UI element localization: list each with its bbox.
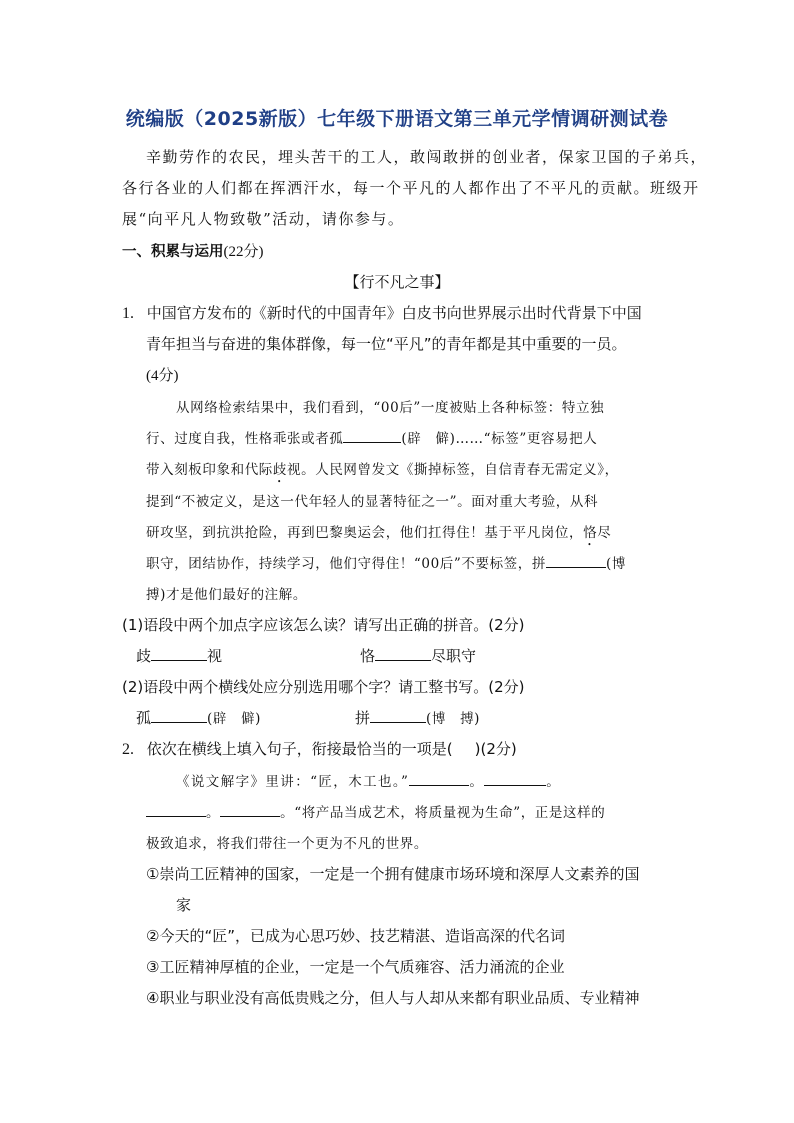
q1-line-1 bbox=[122, 302, 642, 323]
sub1-b-rest: 尽职守 bbox=[431, 647, 477, 665]
sub2-a-char: 孤 bbox=[136, 709, 152, 727]
char-blank-pin[interactable] bbox=[370, 709, 426, 723]
q1-sub2-answer-b bbox=[355, 707, 480, 728]
q2-blank-2[interactable] bbox=[484, 772, 546, 786]
section-subtitle: 【行不凡之事】 bbox=[344, 273, 450, 291]
passage-line-7: 搏)才是他们最好的注解。 bbox=[146, 587, 307, 603]
passage-text-5c: 尽 bbox=[597, 525, 612, 541]
dotted-char-ke: 恪 bbox=[583, 525, 598, 541]
q1-sub1-answer-a bbox=[136, 645, 222, 666]
intro-line-3: 展“向平凡人物致敬”活动，请你参与。 bbox=[122, 210, 405, 228]
sub2-b-options: (博 搏) bbox=[426, 711, 481, 727]
q1-text-1: 中国官方发布的《新时代的中国青年》白皮书向世界展示出时代背景下中国 bbox=[146, 304, 642, 322]
q1-sub1-answer-b bbox=[360, 645, 476, 666]
intro-line-1: 辛勤劳作的农民，埋头苦干的工人，敢闯敢拼的创业者，保家卫国的子弟兵， bbox=[146, 148, 708, 166]
q1-sub1-prompt: (1)语段中两个加点字应该怎么读？请写出正确的拼音。(2分) bbox=[122, 616, 525, 634]
passage-text-2a: 行、过度自我，性格乖张或者孤 bbox=[146, 431, 344, 447]
passage-blank-2[interactable] bbox=[546, 554, 606, 568]
passage-line-2 bbox=[146, 427, 597, 447]
sub2-a-options: (辟 僻) bbox=[207, 711, 262, 727]
section-heading bbox=[122, 240, 264, 261]
passage-line-4: 提到“不被定义，是这一代年轻人的显著特征之一”。面对重大考验，从科 bbox=[146, 494, 599, 510]
q1-points: (4分) bbox=[146, 368, 179, 384]
passage-line-6 bbox=[146, 552, 626, 572]
q2-prompt-b: )(2分) bbox=[474, 740, 517, 758]
q2-blank-4[interactable] bbox=[220, 803, 280, 817]
q2-prompt-a: 依次在横线上填入句子，衔接最恰当的一项是( bbox=[146, 740, 453, 758]
q2-passage-text-2: 。“将产品当成艺术，将质量视为生命”，正是这样的 bbox=[280, 805, 606, 821]
char-blank-gu[interactable] bbox=[151, 709, 207, 723]
q1-sub2-answer-a bbox=[136, 707, 261, 728]
q1-line-2: 青年担当与奋进的集体群像，每一位“平凡”的青年都是其中重要的一员。 bbox=[146, 335, 627, 353]
q2-blank-3[interactable] bbox=[146, 803, 206, 817]
passage-line-1: 从网络检索结果中，我们看到，“00后”一度被贴上各种标签：特立独 bbox=[176, 400, 605, 416]
passage-text-6b: (博 bbox=[605, 556, 626, 572]
passage-line-3 bbox=[146, 458, 619, 486]
q2-blank-1[interactable] bbox=[409, 772, 469, 786]
q2-period-1: 。 bbox=[469, 774, 485, 790]
pinyin-blank-ke[interactable] bbox=[375, 647, 431, 661]
q2-option-3: ③工匠精神厚植的企业，一定是一个气质雍容、活力涌流的企业 bbox=[146, 958, 565, 976]
passage-text-6a: 职守，团结协作，持续学习，他们守得住！“00后”不要标签，拼 bbox=[146, 556, 546, 572]
q2-line-1 bbox=[122, 738, 517, 759]
q2-option-2: ②今天的“匠”，已成为心思巧妙、技艺精湛、造诣高深的代名词 bbox=[146, 927, 565, 945]
sub1-a-rest: 视 bbox=[207, 647, 223, 665]
section-label: 一、积累与运用 bbox=[122, 244, 224, 260]
q2-period-2: 。 bbox=[546, 774, 562, 790]
pinyin-blank-qi[interactable] bbox=[151, 647, 207, 661]
q1-number: 1. bbox=[122, 305, 134, 322]
page-title: 统编版（2025新版）七年级下册语文第三单元学情调研测试卷 bbox=[125, 108, 669, 130]
q2-passage-line-2 bbox=[146, 801, 605, 821]
sub1-a-char: 歧 bbox=[136, 647, 152, 665]
intro-line-2: 各行各业的人们都在挥洒汗水，每一个平凡的人都作出了不平凡的贡献。班级开 bbox=[122, 179, 700, 197]
passage-text-5a: 研攻坚，到抗洪抢险，再到巴黎奥运会，他们扛得住！基于平凡岗位， bbox=[146, 525, 584, 541]
q2-passage-text-1: 《说文解字》里讲：“匠，木工也。” bbox=[176, 774, 410, 790]
q2-passage-line-1 bbox=[176, 770, 561, 790]
section-points: (22分) bbox=[223, 244, 264, 260]
passage-line-5 bbox=[146, 521, 611, 549]
q2-option-1: ①崇尚工匠精神的国家，一定是一个拥有健康市场环境和深厚人文素养的国 bbox=[146, 865, 640, 883]
passage-text-2b: (辟 僻)……“标签”更容易把人 bbox=[401, 431, 598, 447]
q2-number: 2. bbox=[122, 741, 134, 758]
sub2-b-char: 拼 bbox=[355, 709, 371, 727]
dotted-char-qi: 歧 bbox=[272, 462, 288, 478]
q2-period-3: 。 bbox=[206, 805, 221, 821]
passage-text-3a: 带入刻板印象和代际 bbox=[146, 462, 273, 478]
q1-sub2-prompt: (2)语段中两个横线处应分别选用哪个字？请工整书写。(2分) bbox=[122, 678, 525, 696]
passage-blank-1[interactable] bbox=[343, 429, 401, 443]
q2-option-1-cont: 家 bbox=[176, 896, 192, 914]
q2-passage-line-3: 极致追求，将我们带往一个更为不凡的世界。 bbox=[146, 836, 428, 852]
q2-option-4: ④职业与职业没有高低贵贱之分，但人与人却从来都有职业品质、专业精神 bbox=[146, 989, 640, 1007]
passage-text-3b: 视。人民网曾发文《撕掉标签，自信青春无需定义》， bbox=[287, 462, 619, 478]
sub1-b-char: 恪 bbox=[360, 647, 376, 665]
